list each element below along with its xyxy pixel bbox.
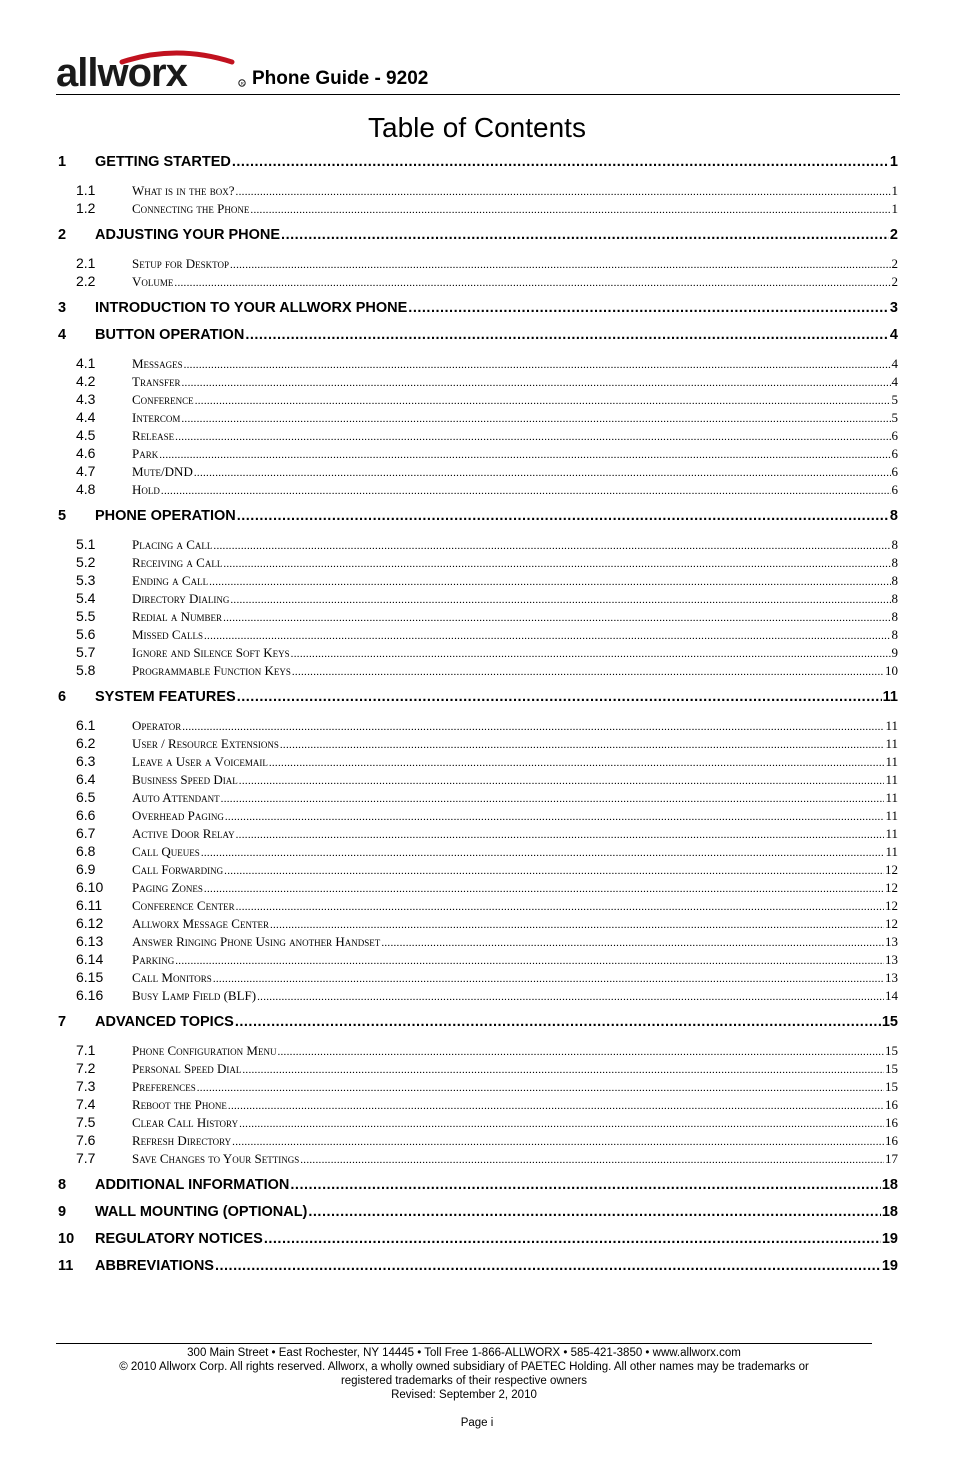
toc-subsection[interactable] bbox=[58, 771, 898, 788]
toc-entry-page: 12 bbox=[885, 898, 898, 913]
toc-entry-title: Directory Dialing bbox=[132, 591, 230, 606]
toc-entry-title: Business Speed Dial bbox=[132, 772, 238, 787]
toc-entry-number: 1.2 bbox=[76, 200, 96, 216]
toc-entry-title: Setup for Desktop bbox=[132, 256, 229, 271]
toc-subsection[interactable] bbox=[58, 1132, 898, 1149]
toc-entry-title: GETTING STARTED bbox=[95, 154, 231, 170]
toc-entry-page: 8 bbox=[891, 573, 898, 588]
toc-subsection[interactable] bbox=[58, 753, 898, 770]
toc-dot-leader bbox=[184, 356, 891, 372]
toc-dot-leader bbox=[223, 609, 890, 625]
toc-entry-number: 5 bbox=[58, 508, 67, 524]
toc-entry-title: ADDITIONAL INFORMATION bbox=[95, 1177, 290, 1193]
toc-entry-page: 5 bbox=[891, 410, 898, 425]
toc-entry-page: 16 bbox=[885, 1097, 898, 1112]
toc-entry-number: 5.5 bbox=[76, 608, 96, 624]
toc-entry-page: 17 bbox=[885, 1151, 898, 1166]
toc-entry-title: Missed Calls bbox=[132, 627, 203, 642]
toc-dot-leader bbox=[194, 464, 891, 480]
toc-dot-leader bbox=[209, 573, 890, 589]
toc-dot-leader bbox=[250, 201, 890, 217]
footer-address: 300 Main Street • East Rochester, NY 14445 • Toll Free 1-866-ALLWORX • 585-421-3850 • www.allworx.com bbox=[187, 1347, 741, 1359]
toc-entry-page: 6 bbox=[891, 446, 898, 461]
toc-entry-number: 6.4 bbox=[76, 771, 96, 787]
toc-entry-page: 15 bbox=[885, 1043, 898, 1058]
toc-subsection[interactable] bbox=[58, 572, 898, 589]
toc-entry-number: 6.13 bbox=[76, 933, 104, 949]
toc-entry-number: 11 bbox=[58, 1258, 74, 1274]
document-title: Phone Guide - 9202 bbox=[252, 68, 429, 89]
toc-entry-number: 6.11 bbox=[76, 897, 103, 913]
toc-dot-leader bbox=[408, 300, 889, 316]
toc-entry-number: 6.9 bbox=[76, 861, 96, 877]
toc-subsection[interactable] bbox=[58, 355, 898, 372]
toc-subsection[interactable] bbox=[58, 536, 898, 553]
toc-entry-title: Call Queues bbox=[132, 844, 200, 859]
toc-dot-leader bbox=[236, 183, 891, 199]
toc-dot-leader bbox=[161, 482, 891, 498]
toc-subsection[interactable] bbox=[58, 1060, 898, 1077]
toc-dot-leader bbox=[195, 392, 891, 408]
toc-entry-title: Allworx Message Center bbox=[132, 916, 269, 931]
toc-entry-number: 5.7 bbox=[76, 644, 96, 660]
toc-entry-number: 6.7 bbox=[76, 825, 96, 841]
toc-entry-number: 7.1 bbox=[76, 1042, 96, 1058]
toc-entry-title: Volume bbox=[132, 274, 174, 289]
toc-entry-number: 10 bbox=[58, 1231, 75, 1247]
toc-dot-leader bbox=[245, 327, 889, 343]
toc-subsection[interactable] bbox=[58, 1078, 898, 1095]
toc-subsection[interactable] bbox=[58, 445, 898, 462]
toc-subsection[interactable] bbox=[58, 807, 898, 824]
toc-entry-number: 4.6 bbox=[76, 445, 96, 461]
footer-rule bbox=[56, 1343, 872, 1344]
toc-dot-leader bbox=[181, 410, 890, 426]
toc-entry-title: SYSTEM FEATURES bbox=[95, 689, 236, 705]
toc-entry-title: ADJUSTING YOUR PHONE bbox=[95, 227, 281, 243]
toc-entry-page: 18 bbox=[881, 1204, 898, 1220]
toc-section[interactable] bbox=[58, 689, 898, 709]
toc-entry-number: 8 bbox=[58, 1177, 67, 1193]
toc-entry-title: Release bbox=[132, 428, 175, 443]
toc-entry-title: Active Door Relay bbox=[132, 826, 235, 841]
toc-entry-number: 6.15 bbox=[76, 969, 104, 985]
toc-dot-leader bbox=[277, 1043, 884, 1059]
toc-entry-title: What is in the box? bbox=[132, 183, 235, 198]
toc-dot-leader bbox=[232, 154, 889, 170]
toc-entry-number: 6.8 bbox=[76, 843, 96, 859]
toc-entry-page: 16 bbox=[885, 1133, 898, 1148]
toc-entry-page: 9 bbox=[891, 645, 898, 660]
toc-entry-page: 8 bbox=[891, 591, 898, 606]
toc-dot-leader bbox=[204, 880, 884, 896]
toc-entry-title: Conference Center bbox=[132, 898, 235, 913]
toc-entry-number: 1 bbox=[58, 154, 67, 170]
toc-subsection[interactable] bbox=[58, 255, 898, 272]
toc-entry-page: 1 bbox=[889, 154, 898, 170]
toc-entry-title: Phone Configuration Menu bbox=[132, 1043, 277, 1058]
toc-entry-number: 6.12 bbox=[76, 915, 104, 931]
toc-dot-leader bbox=[300, 1151, 884, 1167]
toc-entry-title: Parking bbox=[132, 952, 175, 967]
toc-section[interactable] bbox=[58, 508, 898, 528]
toc-dot-leader bbox=[223, 555, 890, 571]
toc-entry-number: 9 bbox=[58, 1204, 67, 1220]
toc-entry-title: Messages bbox=[132, 356, 183, 371]
toc-entry-title: ABBREVIATIONS bbox=[95, 1258, 214, 1274]
toc-entry-title: PHONE OPERATION bbox=[95, 508, 236, 524]
toc-entry-number: 6.1 bbox=[76, 717, 96, 733]
toc-subsection[interactable] bbox=[58, 861, 898, 878]
toc-dot-leader bbox=[280, 736, 885, 752]
toc-subsection[interactable] bbox=[58, 463, 898, 480]
toc-entry-number: 4.5 bbox=[76, 427, 96, 443]
page-header bbox=[56, 46, 900, 95]
toc-entry-number: 3 bbox=[58, 300, 67, 316]
toc-section[interactable] bbox=[58, 154, 898, 174]
toc-entry-page: 11 bbox=[885, 826, 898, 841]
toc-subsection[interactable] bbox=[58, 273, 898, 290]
toc-entry-page: 2 bbox=[889, 227, 898, 243]
toc-entry-page: 12 bbox=[885, 916, 898, 931]
toc-heading: Table of Contents bbox=[368, 112, 586, 143]
toc-subsection[interactable] bbox=[58, 843, 898, 860]
toc-subsection[interactable] bbox=[58, 717, 898, 734]
toc-dot-leader bbox=[257, 988, 884, 1004]
toc-subsection[interactable] bbox=[58, 879, 898, 896]
toc-dot-leader bbox=[204, 627, 891, 643]
toc-entry-page: 8 bbox=[889, 508, 898, 524]
toc-entry-number: 4 bbox=[58, 327, 67, 343]
toc-entry-page: 12 bbox=[885, 880, 898, 895]
toc-entry-page: 6 bbox=[891, 482, 898, 497]
toc-subsection[interactable] bbox=[58, 1150, 898, 1167]
toc-subsection[interactable] bbox=[58, 951, 898, 968]
toc-subsection[interactable] bbox=[58, 182, 898, 199]
toc-entry-title: BUTTON OPERATION bbox=[95, 327, 245, 343]
toc-entry-title: Reboot the Phone bbox=[132, 1097, 227, 1112]
toc-subsection[interactable] bbox=[58, 915, 898, 932]
toc-subsection[interactable] bbox=[58, 987, 898, 1004]
toc-entry-title: Call Forwarding bbox=[132, 862, 224, 877]
toc-entry-page: 18 bbox=[881, 1177, 898, 1193]
toc-entry-page: 19 bbox=[881, 1231, 898, 1247]
toc-entry-number: 6.14 bbox=[76, 951, 104, 967]
toc-entry-title: Placing a Call bbox=[132, 537, 213, 552]
toc-entry-title: Preferences bbox=[132, 1079, 196, 1094]
toc-entry-number: 7.7 bbox=[76, 1150, 96, 1166]
toc-subsection[interactable] bbox=[58, 1096, 898, 1113]
toc-entry-number: 4.8 bbox=[76, 481, 96, 497]
toc-entry-number: 4.2 bbox=[76, 373, 96, 389]
toc-entry-number: 7.5 bbox=[76, 1114, 96, 1130]
toc-subsection[interactable] bbox=[58, 590, 898, 607]
toc-dot-leader bbox=[237, 689, 882, 705]
toc-entry-page: 19 bbox=[881, 1258, 898, 1274]
toc-entry-page: 11 bbox=[885, 772, 898, 787]
toc-section[interactable] bbox=[58, 1258, 898, 1278]
toc-entry-page: 2 bbox=[891, 256, 898, 271]
toc-entry-title: Personal Speed Dial bbox=[132, 1061, 242, 1076]
toc-section[interactable] bbox=[58, 1014, 898, 1034]
toc-entry-page: 11 bbox=[885, 718, 898, 733]
toc-subsection[interactable] bbox=[58, 933, 898, 950]
toc-entry-title: Paging Zones bbox=[132, 880, 203, 895]
logo-wordmark: allworx bbox=[56, 51, 187, 90]
toc-entry-page: 1 bbox=[891, 201, 898, 216]
toc-dot-leader bbox=[159, 446, 890, 462]
toc-dot-leader bbox=[225, 808, 885, 824]
toc-section[interactable] bbox=[58, 1231, 898, 1251]
toc-subsection[interactable] bbox=[58, 1114, 898, 1131]
toc-dot-leader bbox=[239, 772, 885, 788]
toc-dot-leader bbox=[221, 790, 885, 806]
toc-dot-leader bbox=[228, 1097, 884, 1113]
toc-section[interactable] bbox=[58, 227, 898, 247]
toc-entry-title: Operator bbox=[132, 718, 182, 733]
toc-entry-page: 11 bbox=[885, 790, 898, 805]
toc-entry-title: Call Monitors bbox=[132, 970, 212, 985]
toc-entry-page: 4 bbox=[891, 356, 898, 371]
toc-entry-number: 7.4 bbox=[76, 1096, 96, 1112]
toc-entry-title: Refresh Directory bbox=[132, 1133, 232, 1148]
toc-entry-title: REGULATORY NOTICES bbox=[95, 1231, 263, 1247]
toc-entry-number: 4.7 bbox=[76, 463, 96, 479]
toc-entry-title: WALL MOUNTING (OPTIONAL) bbox=[95, 1204, 308, 1220]
toc-entry-title: Hold bbox=[132, 482, 160, 497]
toc-subsection[interactable] bbox=[58, 391, 898, 408]
toc-entry-title: Busy Lamp Field (BLF) bbox=[132, 988, 257, 1003]
toc-entry-title: Receiving a Call bbox=[132, 555, 223, 570]
svg-text:R: R bbox=[240, 81, 244, 86]
toc-dot-leader bbox=[308, 1204, 880, 1220]
footer-copyright: © 2010 Allworx Corp. All rights reserved. Allworx, a wholly owned subsidiary of PAETEC Holding. All other names may be trademarks or bbox=[119, 1361, 809, 1373]
toc-entry-page: 16 bbox=[885, 1115, 898, 1130]
toc-entry-page: 11 bbox=[885, 808, 898, 823]
toc-entry-title: Transfer bbox=[132, 374, 181, 389]
toc-entry-page: 4 bbox=[891, 374, 898, 389]
toc-entry-page: 2 bbox=[891, 274, 898, 289]
toc-entry-title: Mute/DND bbox=[132, 464, 193, 479]
toc-entry-title: Ignore and Silence Soft Keys bbox=[132, 645, 290, 660]
toc-dot-leader bbox=[236, 898, 884, 914]
toc-entry-title: Save Changes to Your Settings bbox=[132, 1151, 300, 1166]
toc-dot-leader bbox=[264, 1231, 881, 1247]
toc-entry-number: 5.2 bbox=[76, 554, 96, 570]
toc-subsection[interactable] bbox=[58, 481, 898, 498]
toc-dot-leader bbox=[174, 274, 890, 290]
toc-entry-number: 6.16 bbox=[76, 987, 104, 1003]
toc-entry-number: 2 bbox=[58, 227, 67, 243]
toc-subsection[interactable] bbox=[58, 662, 898, 679]
toc-dot-leader bbox=[224, 862, 884, 878]
toc-dot-leader bbox=[381, 934, 884, 950]
toc-entry-page: 11 bbox=[885, 844, 898, 859]
toc-entry-page: 8 bbox=[891, 609, 898, 624]
toc-entry-number: 6.3 bbox=[76, 753, 96, 769]
toc-subsection[interactable] bbox=[58, 608, 898, 625]
toc-subsection[interactable] bbox=[58, 200, 898, 217]
toc-entry-title: Intercom bbox=[132, 410, 181, 425]
toc-dot-leader bbox=[230, 256, 891, 272]
toc-entry-page: 11 bbox=[882, 689, 898, 705]
toc-subsection[interactable] bbox=[58, 969, 898, 986]
toc-subsection[interactable] bbox=[58, 626, 898, 643]
toc-entry-page: 14 bbox=[885, 988, 898, 1003]
toc-entry-number: 4.1 bbox=[76, 355, 96, 371]
toc-entry-page: 3 bbox=[889, 300, 898, 316]
toc-dot-leader bbox=[270, 916, 884, 932]
footer-revised: Revised: September 2, 2010 bbox=[391, 1389, 537, 1401]
toc-entry-page: 1 bbox=[891, 183, 898, 198]
page-number: Page i bbox=[460, 1417, 494, 1429]
toc-subsection[interactable] bbox=[58, 427, 898, 444]
toc-entry-number: 7.2 bbox=[76, 1060, 96, 1076]
toc-entry-title: Connecting the Phone bbox=[132, 201, 250, 216]
footer-copyright-cont: registered trademarks of their respective owners bbox=[340, 1375, 588, 1387]
toc-entry-title: INTRODUCTION TO YOUR ALLWORX PHONE bbox=[95, 300, 408, 316]
toc-dot-leader bbox=[230, 591, 890, 607]
toc-entry-page: 4 bbox=[889, 327, 898, 343]
page-footer bbox=[56, 1346, 872, 1402]
toc-entry-title: ADVANCED TOPICS bbox=[95, 1014, 234, 1030]
toc-subsection[interactable] bbox=[58, 373, 898, 390]
toc-entry-title: Answer Ringing Phone Using another Handset bbox=[132, 934, 381, 949]
toc-dot-leader bbox=[237, 508, 889, 524]
toc-dot-leader bbox=[201, 844, 885, 860]
toc-entry-number: 1.1 bbox=[76, 182, 96, 198]
toc-subsection[interactable] bbox=[58, 644, 898, 661]
toc-entry-number: 6.2 bbox=[76, 735, 96, 751]
toc-entry-page: 13 bbox=[885, 952, 898, 967]
toc-dot-leader bbox=[213, 537, 890, 553]
toc-entry-page: 11 bbox=[885, 754, 898, 769]
toc-entry-number: 6.6 bbox=[76, 807, 96, 823]
toc-entry-title: Redial a Number bbox=[132, 609, 223, 624]
toc-entry-number: 6 bbox=[58, 689, 67, 705]
toc-entry-number: 5.3 bbox=[76, 572, 96, 588]
toc-dot-leader bbox=[215, 1258, 881, 1274]
toc-dot-leader bbox=[236, 826, 885, 842]
toc-entry-page: 6 bbox=[891, 428, 898, 443]
toc-entry-page: 10 bbox=[885, 663, 898, 678]
toc-entry-page: 13 bbox=[885, 970, 898, 985]
toc-dot-leader bbox=[182, 718, 884, 734]
toc-entry-number: 5.6 bbox=[76, 626, 96, 642]
toc-subsection[interactable] bbox=[58, 897, 898, 914]
toc-section[interactable] bbox=[58, 1177, 898, 1197]
toc-subsection[interactable] bbox=[58, 409, 898, 426]
toc-dot-leader bbox=[269, 754, 885, 770]
toc-entry-page: 8 bbox=[891, 537, 898, 552]
toc-dot-leader bbox=[292, 663, 884, 679]
toc-entry-page: 15 bbox=[885, 1061, 898, 1076]
toc-entry-title: Park bbox=[132, 446, 159, 461]
toc-subsection[interactable] bbox=[58, 554, 898, 571]
toc-dot-leader bbox=[197, 1079, 884, 1095]
toc-entry-title: Conference bbox=[132, 392, 194, 407]
allworx-logo bbox=[56, 50, 248, 90]
toc-entry-number: 5.1 bbox=[76, 536, 96, 552]
toc-entry-page: 15 bbox=[881, 1014, 898, 1030]
toc-entry-page: 6 bbox=[891, 464, 898, 479]
toc-entry-page: 11 bbox=[885, 736, 898, 751]
toc-entry-number: 2.1 bbox=[76, 255, 96, 271]
toc-entry-page: 8 bbox=[891, 555, 898, 570]
toc-entry-number: 5.8 bbox=[76, 662, 96, 678]
toc-entry-title: Auto Attendant bbox=[132, 790, 220, 805]
toc-entry-number: 7.3 bbox=[76, 1078, 96, 1094]
toc-dot-leader bbox=[175, 952, 884, 968]
toc-dot-leader bbox=[213, 970, 884, 986]
toc-section[interactable] bbox=[58, 1204, 898, 1224]
toc-section[interactable] bbox=[58, 327, 898, 347]
toc-dot-leader bbox=[232, 1133, 884, 1149]
toc-entry-title: Ending a Call bbox=[132, 573, 209, 588]
toc-entry-page: 13 bbox=[885, 934, 898, 949]
toc-entry-number: 4.4 bbox=[76, 409, 96, 425]
toc-entry-number: 5.4 bbox=[76, 590, 96, 606]
toc-subsection[interactable] bbox=[58, 825, 898, 842]
toc-entry-number: 6.10 bbox=[76, 879, 104, 895]
toc-entry-page: 12 bbox=[885, 862, 898, 877]
toc-entry-number: 7.6 bbox=[76, 1132, 96, 1148]
toc-dot-leader bbox=[291, 645, 891, 661]
toc-section[interactable] bbox=[58, 300, 898, 320]
toc-subsection[interactable] bbox=[58, 789, 898, 806]
toc-entry-title: Leave a User a Voicemail bbox=[132, 754, 268, 769]
toc-dot-leader bbox=[181, 374, 890, 390]
toc-dot-leader bbox=[239, 1115, 884, 1131]
toc-entry-number: 4.3 bbox=[76, 391, 96, 407]
toc-dot-leader bbox=[242, 1061, 884, 1077]
toc-entry-title: User / Resource Extensions bbox=[132, 736, 279, 751]
toc-dot-leader bbox=[290, 1177, 880, 1193]
toc-entry-title: Programmable Function Keys bbox=[132, 663, 291, 678]
toc-entry-title: Overhead Paging bbox=[132, 808, 224, 823]
toc-entry-page: 15 bbox=[885, 1079, 898, 1094]
toc-dot-leader bbox=[235, 1014, 881, 1030]
toc-entry-page: 5 bbox=[891, 392, 898, 407]
toc-dot-leader bbox=[175, 428, 890, 444]
toc-entry-number: 7 bbox=[58, 1014, 67, 1030]
toc-entry-title: Clear Call History bbox=[132, 1115, 239, 1130]
toc-entry-number: 2.2 bbox=[76, 273, 96, 289]
toc-entry-page: 8 bbox=[891, 627, 898, 642]
toc-subsection[interactable] bbox=[58, 1042, 898, 1059]
toc-dot-leader bbox=[281, 227, 889, 243]
toc-entry-number: 6.5 bbox=[76, 789, 96, 805]
toc-subsection[interactable] bbox=[58, 735, 898, 752]
